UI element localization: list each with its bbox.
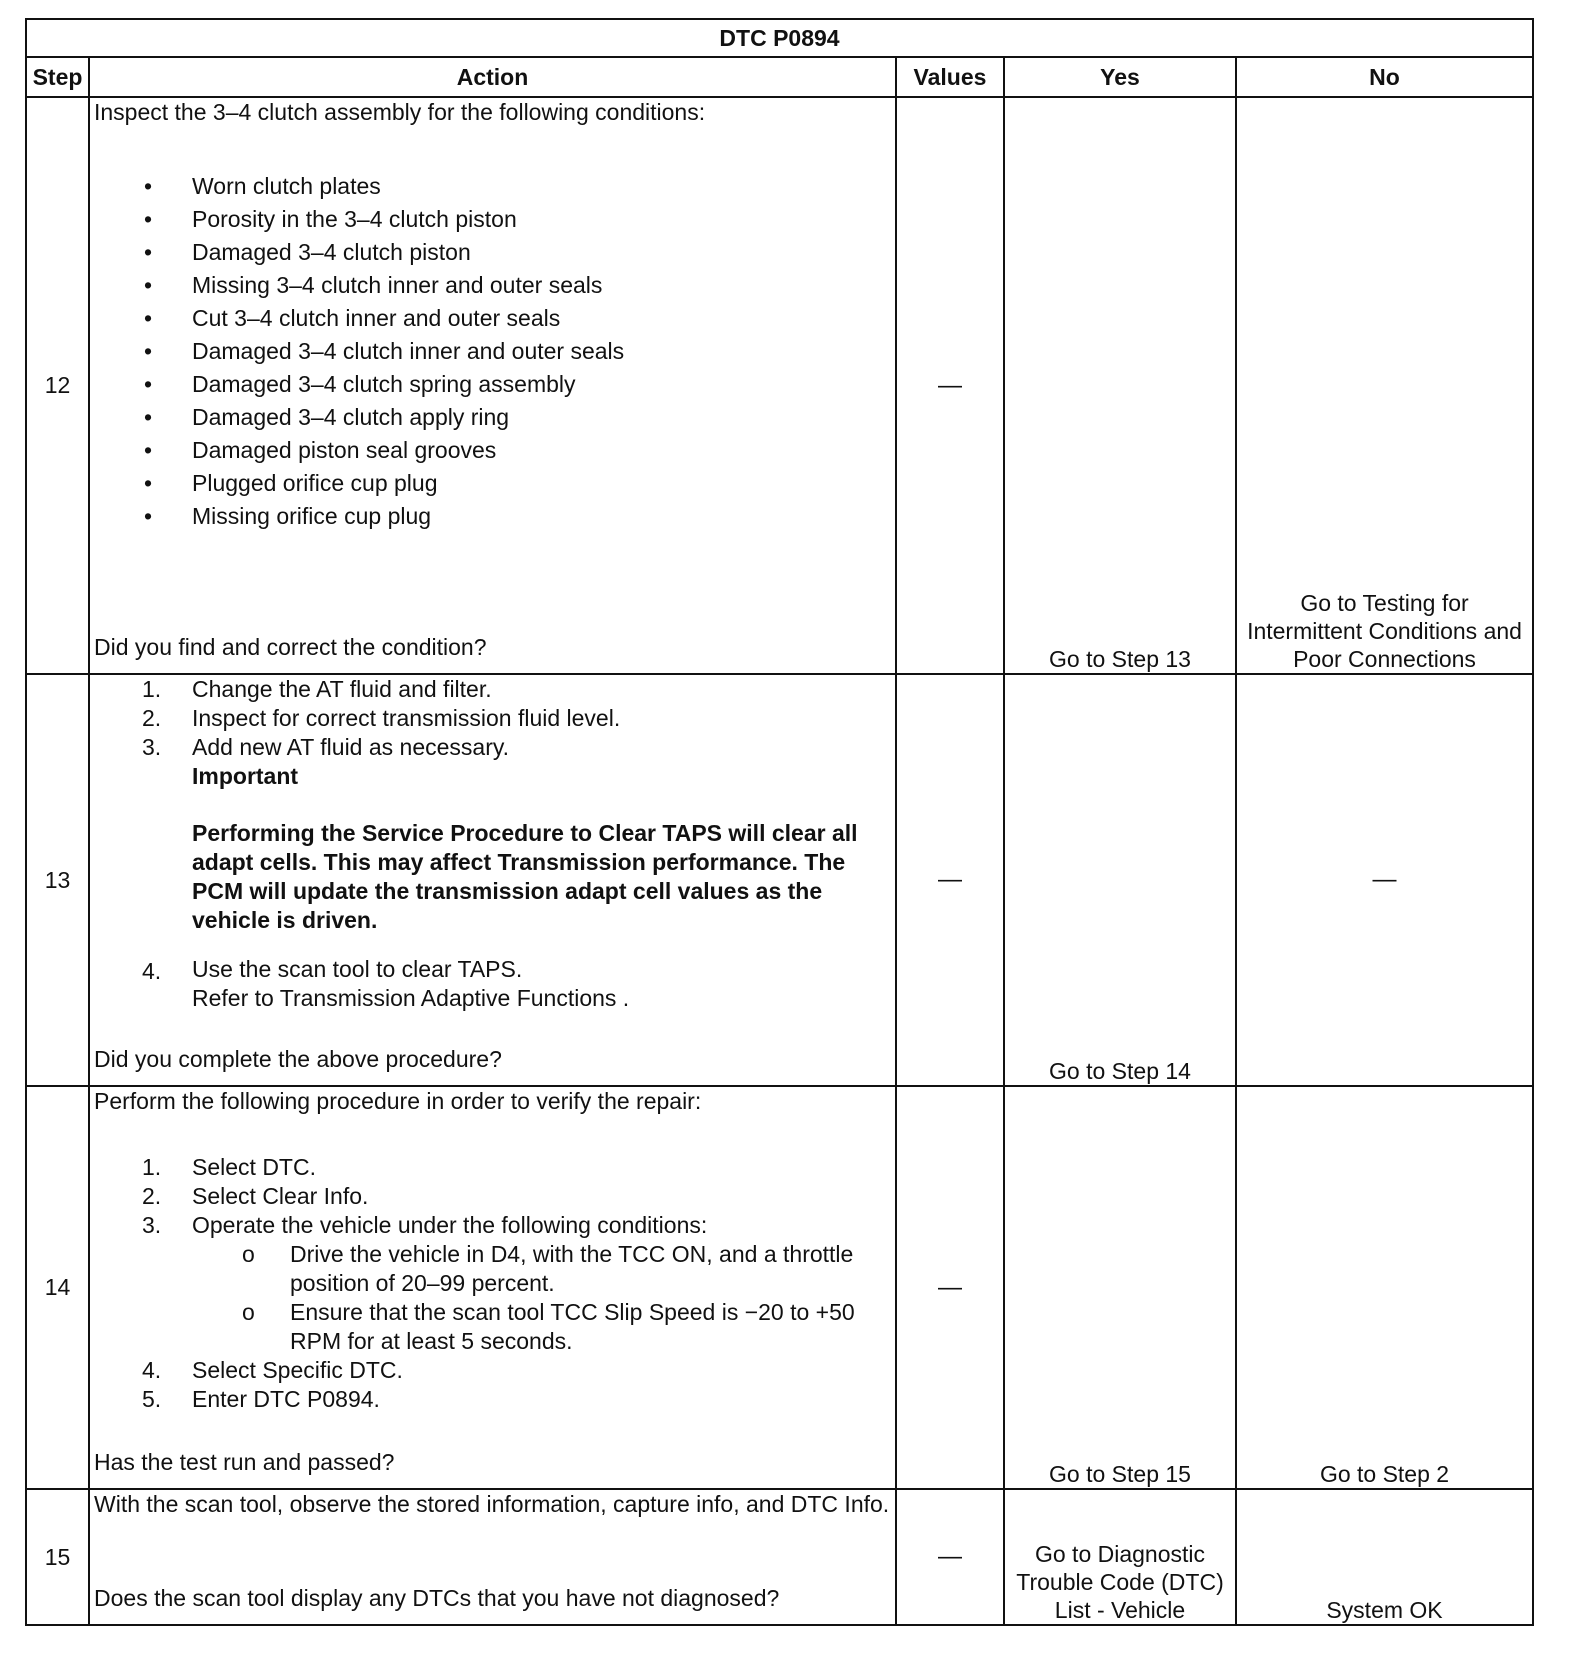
table-row-step-12 xyxy=(26,97,1533,674)
header-action: Action xyxy=(89,57,896,97)
action-question: Has the test run and passed? xyxy=(94,1448,395,1475)
list-item: • Damaged 3–4 clutch apply ring xyxy=(94,401,891,434)
header-yes: Yes xyxy=(1004,57,1236,97)
sub-condition-list xyxy=(192,1240,891,1356)
list-item: 3. Operate the vehicle under the following conditions: o Drive the vehicle in D4, with the TCC ON, and a throttle position of 20–99 percent. o Ensure that the scan tool TCC Slip Speed is −20 to +50 RPM for at least 5 seconds. xyxy=(94,1211,891,1356)
table-title-row xyxy=(26,19,1533,57)
list-item: • Plugged orifice cup plug xyxy=(94,467,891,500)
list-item: 3. Add new AT fluid as necessary. Important Performing the Service Procedure to Clear TAPS will clear all adapt cells. This may affect Transmission performance. The PCM will update the transmission adapt cell values as the vehicle is driven. xyxy=(94,733,891,935)
procedure-list xyxy=(94,675,891,1013)
list-item: • Porosity in the 3–4 clutch piston xyxy=(94,203,891,236)
step-number: 15 xyxy=(26,1489,89,1625)
table-row-step-14 xyxy=(26,1086,1533,1489)
list-item: • Damaged piston seal grooves xyxy=(94,434,891,467)
action-cell xyxy=(89,1086,896,1489)
important-note: Performing the Service Procedure to Clear TAPS will clear all adapt cells. This may affect Transmission performance. The PCM will update the transmission adapt cell values as the vehicle is driven. xyxy=(192,820,858,933)
procedure-list xyxy=(94,1153,891,1414)
header-no: No xyxy=(1236,57,1533,97)
list-item: • Damaged 3–4 clutch piston xyxy=(94,236,891,269)
list-item: 1. Change the AT fluid and filter. xyxy=(142,676,492,702)
table-row-step-13 xyxy=(26,674,1533,1086)
list-item: 2. Inspect for correct transmission fluid level. xyxy=(142,705,621,731)
list-item: 4. Use the scan tool to clear TAPS. Refer to Transmission Adaptive Functions . xyxy=(142,956,630,1011)
no-cell: — xyxy=(1236,674,1533,1086)
list-item: 4. Select Specific DTC. xyxy=(142,1357,403,1384)
action-cell xyxy=(89,1489,896,1625)
table-row-step-15 xyxy=(26,1489,1533,1625)
action-question: Did you find and correct the condition? xyxy=(94,633,487,660)
table-title: DTC P0894 xyxy=(26,19,1533,57)
list-item: • Cut 3–4 clutch inner and outer seals xyxy=(94,302,891,335)
no-cell: System OK xyxy=(1236,1489,1533,1625)
action-question: Did you complete the above procedure? xyxy=(94,1045,502,1072)
action-cell xyxy=(89,97,896,674)
header-step: Step xyxy=(26,57,89,97)
yes-cell: Go to Step 15 xyxy=(1004,1086,1236,1489)
list-item: • Missing 3–4 clutch inner and outer seals xyxy=(94,269,891,302)
step-number: 12 xyxy=(26,97,89,674)
yes-cell: Go to Diagnostic Trouble Code (DTC) List - Vehicle xyxy=(1004,1489,1236,1625)
action-cell xyxy=(89,674,896,1086)
values-cell: — xyxy=(896,1489,1004,1625)
list-item: 2. Select Clear Info. xyxy=(142,1183,369,1210)
list-item: • Damaged 3–4 clutch inner and outer seals xyxy=(94,335,891,368)
yes-cell: Go to Step 13 xyxy=(1004,97,1236,674)
list-item: • Damaged 3–4 clutch spring assembly xyxy=(94,368,891,401)
values-cell: — xyxy=(896,97,1004,674)
diagnostic-table xyxy=(25,18,1534,1626)
no-cell: Go to Step 2 xyxy=(1236,1086,1533,1489)
values-cell: — xyxy=(896,674,1004,1086)
action-intro: Inspect the 3–4 clutch assembly for the following conditions: xyxy=(94,99,706,125)
action-intro: With the scan tool, observe the stored information, capture info, and DTC Info. xyxy=(94,1491,890,1517)
action-intro: Perform the following procedure in order to verify the repair: xyxy=(94,1088,702,1114)
important-label: Important xyxy=(192,763,299,789)
values-cell: — xyxy=(896,1086,1004,1489)
list-item: • Worn clutch plates xyxy=(94,170,891,203)
list-item: 5. Enter DTC P0894. xyxy=(142,1386,380,1413)
header-row xyxy=(26,57,1533,97)
step-number: 14 xyxy=(26,1086,89,1489)
header-values: Values xyxy=(896,57,1004,97)
list-item: • Missing orifice cup plug xyxy=(94,500,891,533)
no-cell: Go to Testing for Intermittent Conditions and Poor Connections xyxy=(1236,97,1533,674)
list-item: 1. Select DTC. xyxy=(142,1154,316,1181)
step-number: 13 xyxy=(26,674,89,1086)
list-item: o Drive the vehicle in D4, with the TCC ON, and a throttle position of 20–99 percent. xyxy=(192,1240,891,1298)
condition-list xyxy=(94,170,891,533)
yes-cell: Go to Step 14 xyxy=(1004,674,1236,1086)
list-item: o Ensure that the scan tool TCC Slip Speed is −20 to +50 RPM for at least 5 seconds. xyxy=(192,1298,891,1356)
action-question: Does the scan tool display any DTCs that you have not diagnosed? xyxy=(94,1584,780,1611)
